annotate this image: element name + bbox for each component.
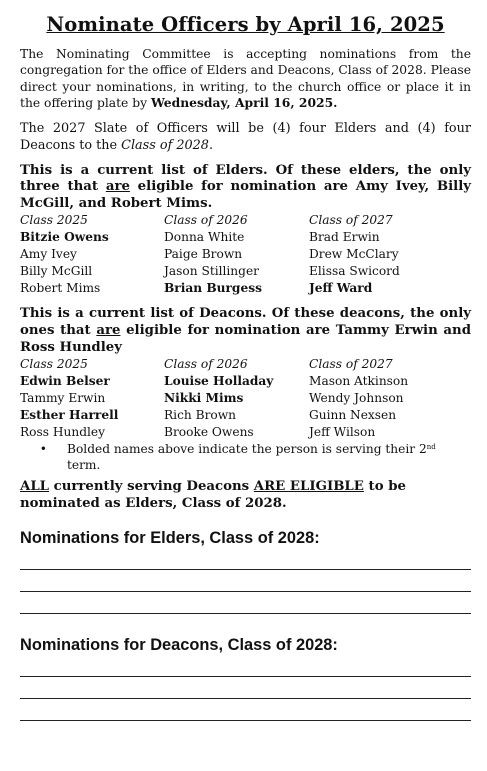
elders-heading-start: This is a current list of Elders. Of these elders, the only three that bbox=[20, 162, 471, 195]
deacons-name-cell: Esther Harrell bbox=[20, 408, 119, 423]
are-eligible-word: ARE ELIGIBLE bbox=[253, 479, 364, 495]
elders-name-cell: Bitzie Owens bbox=[20, 230, 109, 245]
all-end: to be nominated as Elders, Class of 2028. bbox=[20, 479, 406, 512]
intro-text: The Nominating Committee is accepting nominations from the congregation for the office of Elders and Deacons, Class of 2028. Please direct your nominations, in writing, to the church office or place it in the offering plate by bbox=[20, 47, 471, 111]
deacons-name-cell: Guinn Nexsen bbox=[309, 408, 397, 423]
elders-name-cell: Jason Stillinger bbox=[164, 264, 259, 279]
elders-name-cell: Donna White bbox=[164, 230, 245, 245]
elders-column-header: Class 2025 bbox=[20, 213, 88, 228]
elders-name-cell: Drew McClary bbox=[309, 247, 399, 262]
bullet-icon: • bbox=[39, 442, 47, 457]
deacons-name-cell: Nikki Mims bbox=[164, 391, 244, 406]
elders-heading-are: are bbox=[105, 179, 130, 195]
deacons-table bbox=[20, 356, 471, 441]
elders-name-cell: Paige Brown bbox=[164, 247, 243, 262]
note-text-end: term. bbox=[67, 457, 101, 472]
all-mid: currently serving Deacons bbox=[49, 479, 254, 495]
slate-paragraph bbox=[20, 120, 471, 154]
elders-name-cell: Jeff Ward bbox=[309, 281, 373, 296]
deacons-name-cell: Tammy Erwin bbox=[20, 391, 106, 406]
all-deacons-eligible bbox=[20, 478, 471, 512]
deacons-column-header: Class of 2026 bbox=[164, 357, 248, 372]
elders-column-header: Class of 2027 bbox=[309, 213, 393, 228]
document-page bbox=[20, 12, 471, 721]
deacons-name-cell: Louise Holladay bbox=[164, 374, 274, 389]
deacons-column-header: Class 2025 bbox=[20, 357, 88, 372]
slate-text: The 2027 Slate of Officers will be (4) four Elders and (4) four Deacons to the bbox=[20, 120, 471, 153]
deacons-nomination-line-1[interactable] bbox=[20, 676, 471, 677]
elders-name-cell: Billy McGill bbox=[20, 264, 93, 279]
elders-nomination-line-2[interactable] bbox=[20, 591, 471, 592]
all-word: ALL bbox=[20, 479, 50, 495]
elders-name-cell: Amy Ivey bbox=[20, 247, 77, 262]
note-text-start: Bolded names above indicate the person is serving their 2 bbox=[67, 442, 427, 457]
deacons-name-cell: Wendy Johnson bbox=[309, 391, 404, 406]
elders-nomination-line-3[interactable] bbox=[20, 613, 471, 614]
elders-name-cell: Elissa Swicord bbox=[309, 264, 400, 279]
page-title: Nominate Officers by April 16, 2025 bbox=[46, 13, 445, 36]
elders-heading bbox=[20, 163, 471, 213]
elders-nominations-heading: Nominations for Elders, Class of 2028: bbox=[20, 529, 320, 548]
deacons-name-cell: Edwin Belser bbox=[20, 374, 110, 389]
deacons-name-cell: Rich Brown bbox=[164, 408, 237, 423]
deacons-nomination-line-2[interactable] bbox=[20, 698, 471, 699]
bold-note bbox=[20, 442, 471, 473]
deacons-heading-start: This is a current list of Deacons. Of these deacons, the only ones that bbox=[20, 306, 471, 338]
deacons-name-cell: Mason Atkinson bbox=[309, 374, 409, 389]
deacons-name-cell: Ross Hundley bbox=[20, 425, 106, 440]
deacons-name-cell: Brooke Owens bbox=[164, 425, 254, 440]
note-sup: nd bbox=[426, 443, 436, 452]
elders-name-cell: Brad Erwin bbox=[309, 230, 380, 245]
deacons-nominations-heading: Nominations for Deacons, Class of 2028: bbox=[20, 636, 338, 655]
elders-name-cell: Robert Mims bbox=[20, 281, 101, 296]
slate-end: . bbox=[208, 137, 214, 153]
note-text bbox=[67, 442, 467, 473]
elders-name-cell: Brian Burgess bbox=[164, 281, 262, 296]
deacons-column-header: Class of 2027 bbox=[309, 357, 393, 372]
deacons-heading-end: eligible for nomination are Tammy Erwin and Ross Hundley bbox=[20, 323, 471, 355]
deacons-nomination-line-3[interactable] bbox=[20, 720, 471, 721]
deacons-name-cell: Jeff Wilson bbox=[309, 425, 376, 440]
elders-column-header: Class of 2026 bbox=[164, 213, 248, 228]
elders-table bbox=[20, 212, 471, 297]
deacons-heading-are: are bbox=[96, 323, 121, 338]
deadline-text: Wednesday, April 16, 2025. bbox=[150, 95, 338, 111]
slate-class: Class of 2028 bbox=[121, 137, 209, 153]
deacons-heading bbox=[20, 306, 471, 356]
elders-heading-end: eligible for nomination are Amy Ivey, Billy McGill, and Robert Mims. bbox=[20, 179, 471, 211]
elders-nomination-line-1[interactable] bbox=[20, 569, 471, 570]
intro-paragraph bbox=[20, 46, 471, 112]
